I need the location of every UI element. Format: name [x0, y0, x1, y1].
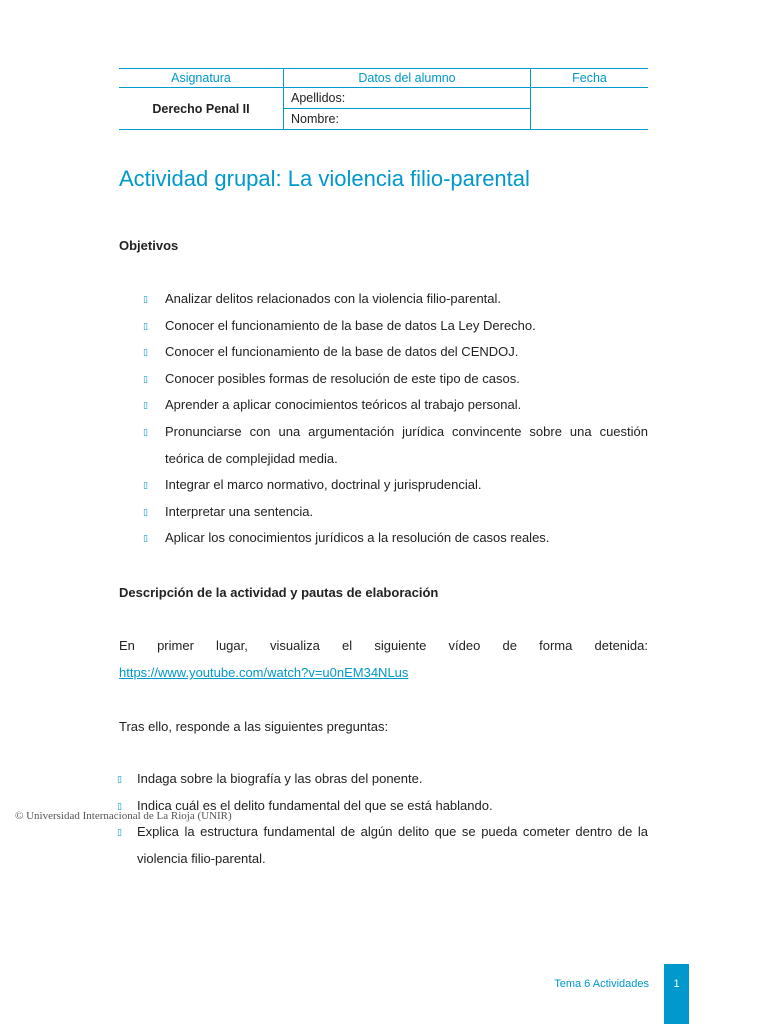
bullet-icon: ▯ — [117, 774, 122, 784]
header-col-subject: Asignatura — [119, 69, 284, 88]
list-item: ▯ Indaga sobre la biografía y las obras del ponente. — [137, 766, 648, 793]
bullet-icon: ▯ — [143, 426, 148, 437]
bullet-icon: ▯ — [117, 827, 122, 838]
copyright-notice: © Universidad Internacional de La Rioja (UNIR) — [15, 810, 232, 822]
description-heading: Descripción de la actividad y pautas de elaboración — [119, 585, 439, 600]
list-item: ▯ Aplicar los conocimientos jurídicos a la resolución de casos reales. — [165, 525, 648, 552]
bullet-icon: ▯ — [143, 480, 148, 491]
video-link-paragraph — [119, 659, 648, 686]
bullet-icon: ▯ — [143, 373, 148, 384]
list-item: ▯ Aprender a aplicar conocimientos teóricos al trabajo personal. — [165, 392, 648, 419]
list-item: ▯ Indica cuál es el delito fundamental del que se está hablando. — [137, 793, 648, 820]
bullet-icon: ▯ — [143, 320, 148, 331]
objectives-heading: Objetivos — [119, 238, 179, 253]
subject-cell: Derecho Penal II — [119, 88, 284, 130]
page-title: Actividad grupal: La violencia filio-parental — [119, 166, 530, 191]
objectives-list — [143, 286, 648, 552]
list-item: ▯ Interpretar una sentencia. — [165, 499, 648, 526]
page-number: 1 — [664, 964, 689, 1024]
intro-paragraph: En primer lugar, visualiza el siguiente vídeo de forma detenida: — [119, 638, 648, 653]
surname-field: Apellidos: — [284, 88, 531, 109]
bullet-icon: ▯ — [143, 347, 148, 358]
list-item: ▯ Integrar el marco normativo, doctrinal y jurisprudencial. — [165, 472, 648, 499]
list-item: ▯ Conocer posibles formas de resolución de este tipo de casos. — [165, 366, 648, 393]
header-table — [119, 68, 648, 130]
list-item: ▯ Conocer el funcionamiento de la base de datos La Ley Derecho. — [165, 313, 648, 340]
bullet-icon: ▯ — [117, 800, 122, 811]
header-col-student: Datos del alumno — [284, 69, 531, 88]
bullet-icon: ▯ — [143, 400, 148, 411]
name-field: Nombre: — [284, 109, 531, 130]
video-link[interactable]: https://www.youtube.com/watch?v=u0nEM34NLus — [119, 665, 409, 680]
list-item: ▯ Explica la estructura fundamental de algún delito que se pueda cometer dentro de la violencia filio-parental. — [137, 819, 648, 872]
bullet-icon: ▯ — [143, 533, 148, 544]
header-col-date: Fecha — [531, 69, 649, 88]
bullet-icon: ▯ — [143, 294, 148, 304]
bullet-icon: ▯ — [143, 506, 148, 517]
list-item: ▯ Pronunciarse con una argumentación jurídica convincente sobre una cuestión teórica de complejidad media. — [165, 419, 648, 472]
list-item: ▯ Analizar delitos relacionados con la violencia filio-parental. — [165, 286, 648, 313]
follow-paragraph: Tras ello, responde a las siguientes preguntas: — [119, 719, 389, 734]
list-item: ▯ Conocer el funcionamiento de la base de datos del CENDOJ. — [165, 339, 648, 366]
date-cell — [531, 88, 649, 130]
footer-label: Tema 6 Actividades — [554, 978, 649, 990]
